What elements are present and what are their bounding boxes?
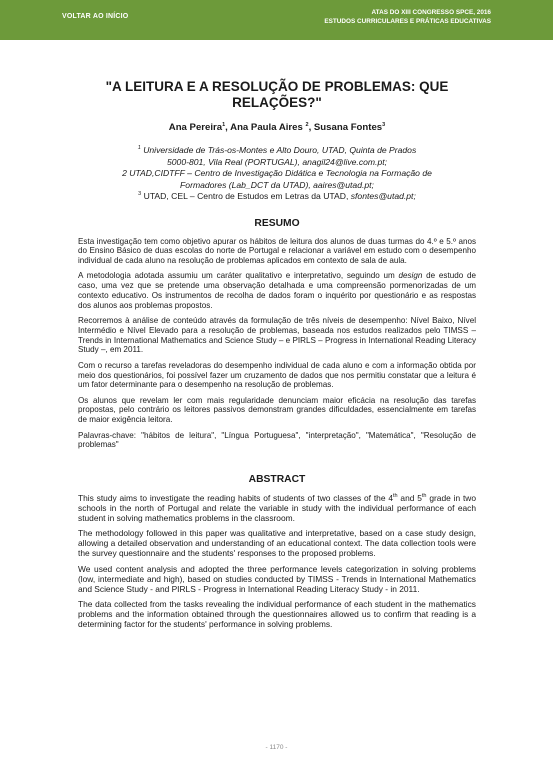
author-sup: 2: [305, 121, 309, 128]
resumo-paragraph-2: [78, 271, 476, 310]
ordinal-sup: th: [421, 492, 427, 499]
resumo-paragraph-5: Os alunos que revelam ler com mais regularidade denunciam maior eficácia na resolução das tarefas propostas, pelo contrário os leitores passivos demonstram grandes dificuldades, essencialmente em tarefas de maior exigência leitora.: [78, 395, 476, 425]
conference-title: [324, 8, 491, 26]
affiliation-2-line-1: 2 UTAD,CIDTFF – Centro de Investigação Didática e Tecnologia na Formação de: [122, 168, 432, 178]
paper-content: [78, 72, 476, 635]
paper-title-line-2: RELAÇÕES?": [232, 95, 322, 110]
conference-line-1: ATAS DO XIII CONGRESSO SPCE, 2016: [371, 9, 491, 16]
header-bar: [0, 0, 553, 40]
abstract-paragraph-4: The data collected from the tasks revealing the individual performance of each student in the mathematics problems and the information obtained through the questionnaires allowed us to confirm that reading is a determining factor for the students' performance in solving problems.: [78, 599, 476, 630]
keywords: Palavras-chave: "hábitos de leitura", "Língua Portuguesa", "interpretação", "Matemática", "Resolução de problemas": [78, 430, 476, 450]
author-sup: 1: [222, 121, 226, 128]
back-to-start-link[interactable]: VOLTAR AO INÍCIO: [62, 13, 129, 20]
affiliation-1: [78, 145, 476, 157]
author-name: Susana Fontes: [313, 122, 383, 133]
ordinal-sup: th: [392, 492, 398, 499]
affiliations: [78, 145, 476, 203]
paper-title-line-1: "A LEITURA E A RESOLUÇÃO DE PROBLEMAS: QUE: [105, 79, 449, 94]
abstract-p1-part: and 5: [397, 492, 422, 503]
affiliation-3-email: sfontes@utad.pt;: [350, 191, 416, 201]
resumo-paragraph-4: Com o recurso a tarefas reveladoras do desempenho individual de cada aluno e com a informação obtida por meio dos questionários, foi possível fazer um cruzamento de dados que nos permitiu constatar que a leitura é um fator determinante para o desempenho na resolução de problemas.: [78, 360, 476, 390]
author-name: Ana Pereira: [168, 122, 223, 133]
abstract-p1-part: grade in two schools in the north of Portugal and relate the variable in study with the individual performance of each student in solving mathematics problems in the classroom.: [78, 492, 476, 523]
affiliation-2-line-2: Formadores (Lab_DCT da UTAD), aaires@utad.pt;: [180, 179, 374, 190]
resumo-heading: RESUMO: [254, 217, 300, 229]
affiliation-3: [78, 191, 476, 203]
affiliation-3-text: UTAD, CEL – Centro de Estudos em Letras da UTAD,: [141, 191, 351, 201]
abstract-paragraph-2: The methodology followed in this paper was qualitative and interpretative, based on a case study design, allowing a detailed observation and understanding of an educational context. The data collection tools were the survey questionnaire and the students' responses to the proposed problems.: [78, 528, 476, 559]
resumo-p2-part: de estudo de caso, uma vez que se pretende uma observação detalhada e uma compreensão pormenorizadas de um contexto educativo. Os instrumentos de recolha de dados foram o inquérito por questionário e as respostas dos alunos aos problemas propostos.: [78, 271, 476, 310]
abstract-paragraph-3: We used content analysis and adopted the three performance levels categorization in solving problems (low, intermediate and high), based on studies conducted by TIMSS - Trends in International Mathematics and Science Study - and PIRLS - Progress in International Reading Literacy Study - in 2011.: [78, 563, 476, 594]
paper-title: [78, 79, 476, 111]
resumo-paragraph-1: Esta investigação tem como objetivo apurar os hábitos de leitura dos alunos de duas turmas do 4.º e 5.º anos do Ensino Básico de duas escolas do norte de Portugal e relacionar a variável em estudo com o desempenho individual de cada aluno na resolução de problemas aplicados em contexto de sala de aula.: [78, 236, 476, 266]
resumo-p2-part: A metodologia adotada assumiu um caráter qualitativo e interpretativo, seguindo um: [78, 271, 399, 281]
affiliation-sup: 3: [138, 191, 142, 198]
affiliation-1-line-1: Universidade de Trás-os-Montes e Alto Douro, UTAD, Quinta de Prados: [140, 145, 417, 155]
affiliation-sup: 1: [137, 145, 141, 152]
resumo-p2-emphasis: design: [398, 271, 423, 281]
page-number: - 1170 -: [265, 744, 288, 751]
author-list: Ana Pereira$^1$, Ana Paula Aires $^2$, Susana Fontes$^3$: [168, 121, 386, 133]
abstract-heading: ABSTRACT: [248, 473, 306, 485]
abstract-paragraph-1: [78, 493, 476, 523]
conference-line-2: ESTUDOS CURRICULARES E PRÁTICAS EDUCATIVAS: [324, 18, 491, 25]
author-name: Ana Paula Aires: [230, 122, 306, 133]
resumo-paragraph-3: Recorremos à análise de conteúdo através da formulação de três níveis de desempenho: Nível Baixo, Nível Intermédio e Nível Elevado para a resolução de problemas, baseada nos estudos realizados pelo TIMSS – Trends in International Mathematics and Science Study – e PIRLS – Progress in International Reading Literacy Study –, em 2011.: [78, 316, 476, 355]
affiliation-1-line-2: 5000-801, Vila Real (PORTUGAL), anagil24@live.com.pt;: [166, 156, 387, 167]
author-sup: 3: [382, 121, 386, 128]
abstract-p1-part: This study aims to investigate the reading habits of students of two classes of the 4: [78, 492, 393, 503]
